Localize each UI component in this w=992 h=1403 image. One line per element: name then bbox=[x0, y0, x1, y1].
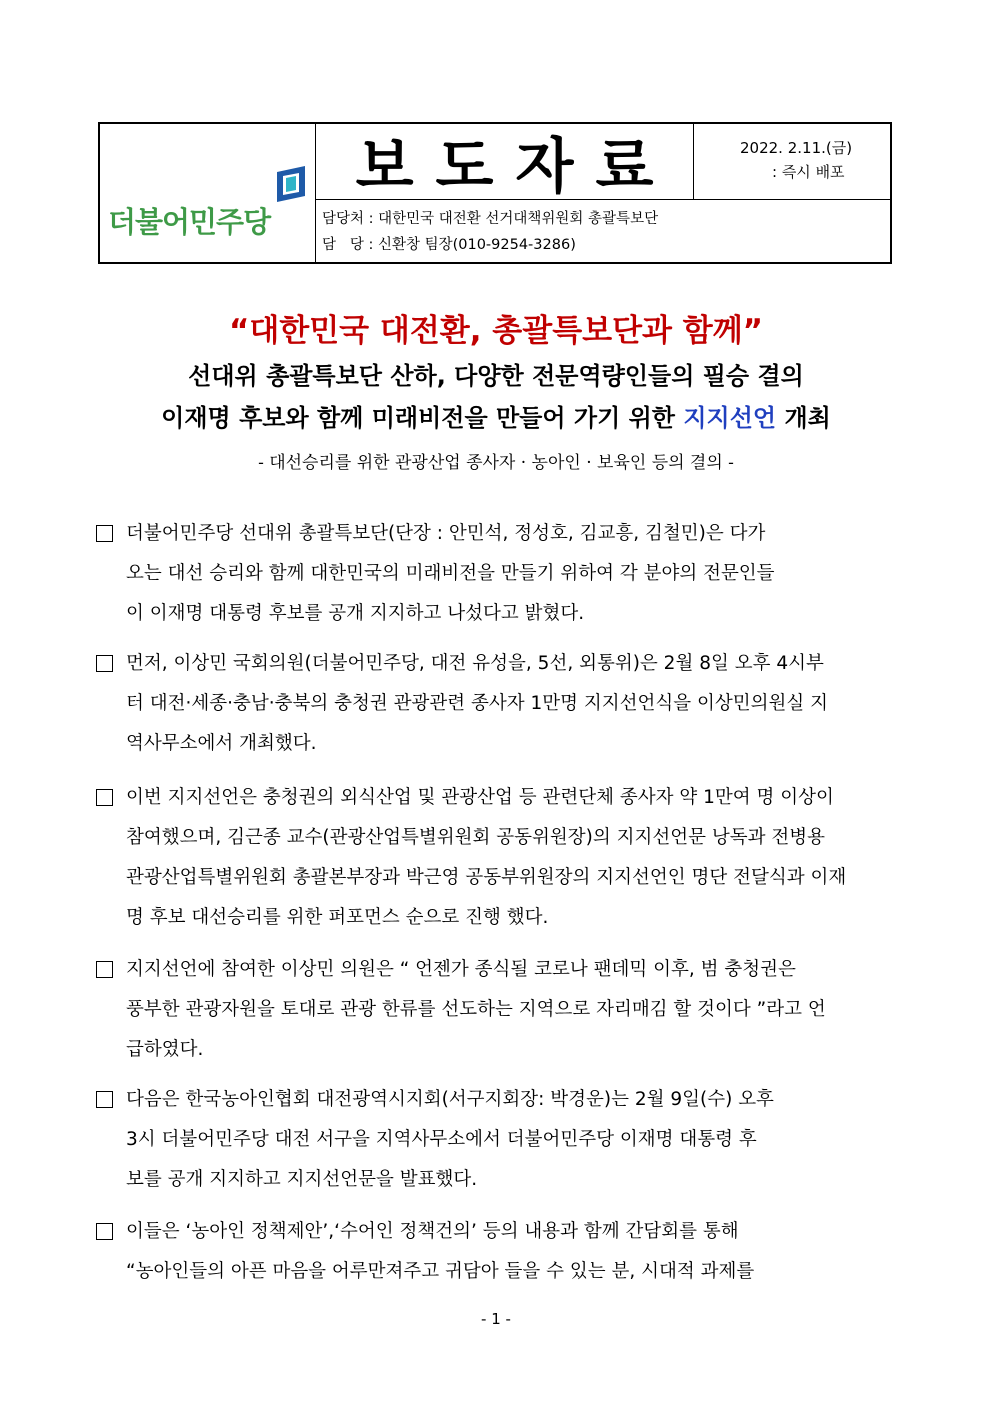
paragraph-line: 보를 공개 지지하고 지지선언문을 발표했다. bbox=[126, 1169, 478, 1190]
main-headline: “대한민국 대전환, 총괄특보단과 함께” bbox=[228, 313, 764, 349]
body-paragraph bbox=[96, 1212, 898, 1292]
paragraph-line: 급하였다. bbox=[126, 1039, 204, 1060]
contact-cell bbox=[316, 200, 890, 262]
body-paragraph bbox=[96, 1080, 898, 1200]
paragraph-line: 관광산업특별위원회 총괄본부장과 박근영 공동부위원장의 지지선언인 명단 전달식과 이재 bbox=[126, 867, 847, 888]
paragraph-line: 역사무소에서 개최했다. bbox=[126, 733, 317, 754]
document-title-cell bbox=[316, 124, 694, 200]
contact-person: 담 당 : 신환창 팀장(010-9254-3286) bbox=[322, 237, 576, 253]
contact-department: 담당처 : 대한민국 대전환 선거대책위원회 총괄특보단 bbox=[322, 211, 659, 227]
paragraph-line: 3시 더불어민주당 대전 서구을 지역사무소에서 더불어민주당 이재명 대통령 후 bbox=[126, 1129, 757, 1150]
paragraph-line: “농아인들의 아픈 마음을 어루만져주고 귀담아 들을 수 있는 분, 시대적 과제를 bbox=[126, 1261, 755, 1282]
party-logo-mark-icon bbox=[275, 164, 309, 204]
paragraph-line: 이 이재명 대통령 후보를 공개 지지하고 나섰다고 밝혔다. bbox=[126, 603, 585, 624]
press-release-header bbox=[98, 122, 892, 264]
release-date: 2022. 2.11.(금) bbox=[740, 139, 853, 157]
paragraph-line: 이들은 ‘농아인 정책제안’,‘수어인 정책건의’ 등의 내용과 함께 간담회를 통해 bbox=[126, 1221, 739, 1242]
body-paragraph bbox=[96, 514, 898, 634]
paragraph-line: 지지선언에 참여한 이상민 의원은 “ 언젠가 종식될 코로나 팬데믹 이후, 범 충청권은 bbox=[126, 959, 796, 980]
paragraph-line: 먼저, 이상민 국회의원(더불어민주당, 대전 유성을, 5선, 외통위)은 2월 8일 오후 4시부 bbox=[126, 653, 824, 674]
paragraph-line: 이번 지지선언은 충청권의 외식산업 및 관광산업 등 관련단체 종사자 약 1만여 명 이상이 bbox=[126, 787, 834, 808]
document-title: 보도자료 bbox=[355, 131, 676, 202]
body-paragraph bbox=[96, 778, 898, 938]
paragraph-line: 더불어민주당 선대위 총괄특보단(단장 : 안민석, 정성호, 김교흥, 김철민)은 다가 bbox=[126, 523, 766, 544]
subheadline-2-pre: 이재명 후보와 함께 미래비전을 만들어 가기 위한 bbox=[161, 404, 684, 432]
page-number: - 1 - bbox=[481, 1310, 511, 1328]
paragraph-line: 다음은 한국농아인협회 대전광역시지회(서구지회장: 박경운)는 2월 9일(수) 오후 bbox=[126, 1089, 774, 1110]
paragraph-line: 풍부한 관광자원을 토대로 관광 한류를 선도하는 지역으로 자리매김 할 것이다 ”라고 언 bbox=[126, 999, 826, 1020]
paragraph-line: 명 후보 대선승리를 위한 퍼포먼스 순으로 진행 했다. bbox=[126, 907, 549, 928]
paragraph-line: 참여했으며, 김근종 교수(관광산업특별위원회 공동위원장)의 지지선언문 낭독과 전병용 bbox=[126, 827, 825, 848]
dash-subtitle: - 대선승리를 위한 관광산업 종사자 · 농아인 · 보육인 등의 결의 - bbox=[258, 453, 734, 473]
date-cell bbox=[694, 124, 890, 200]
party-logo bbox=[100, 124, 316, 262]
subheadline-2-accent: 지지선언 bbox=[683, 404, 777, 432]
subheadline-2 bbox=[0, 398, 992, 433]
release-timing: : 즉시 배포 bbox=[772, 163, 845, 181]
body-paragraph bbox=[96, 644, 898, 764]
body-paragraph bbox=[96, 950, 898, 1070]
party-logo-text: 더불어민주당 bbox=[108, 205, 271, 239]
paragraph-line: 터 대전·세종·충남·충북의 충청권 관광관련 종사자 1만명 지지선언식을 이상민의원실 지 bbox=[126, 693, 828, 714]
subheadline-1: 선대위 총괄특보단 산하, 다양한 전문역량인들의 필승 결의 bbox=[188, 362, 804, 390]
paragraph-line: 오는 대선 승리와 함께 대한민국의 미래비전을 만들기 위하여 각 분야의 전문인들 bbox=[126, 563, 775, 584]
subheadline-2-post: 개최 bbox=[776, 404, 831, 432]
